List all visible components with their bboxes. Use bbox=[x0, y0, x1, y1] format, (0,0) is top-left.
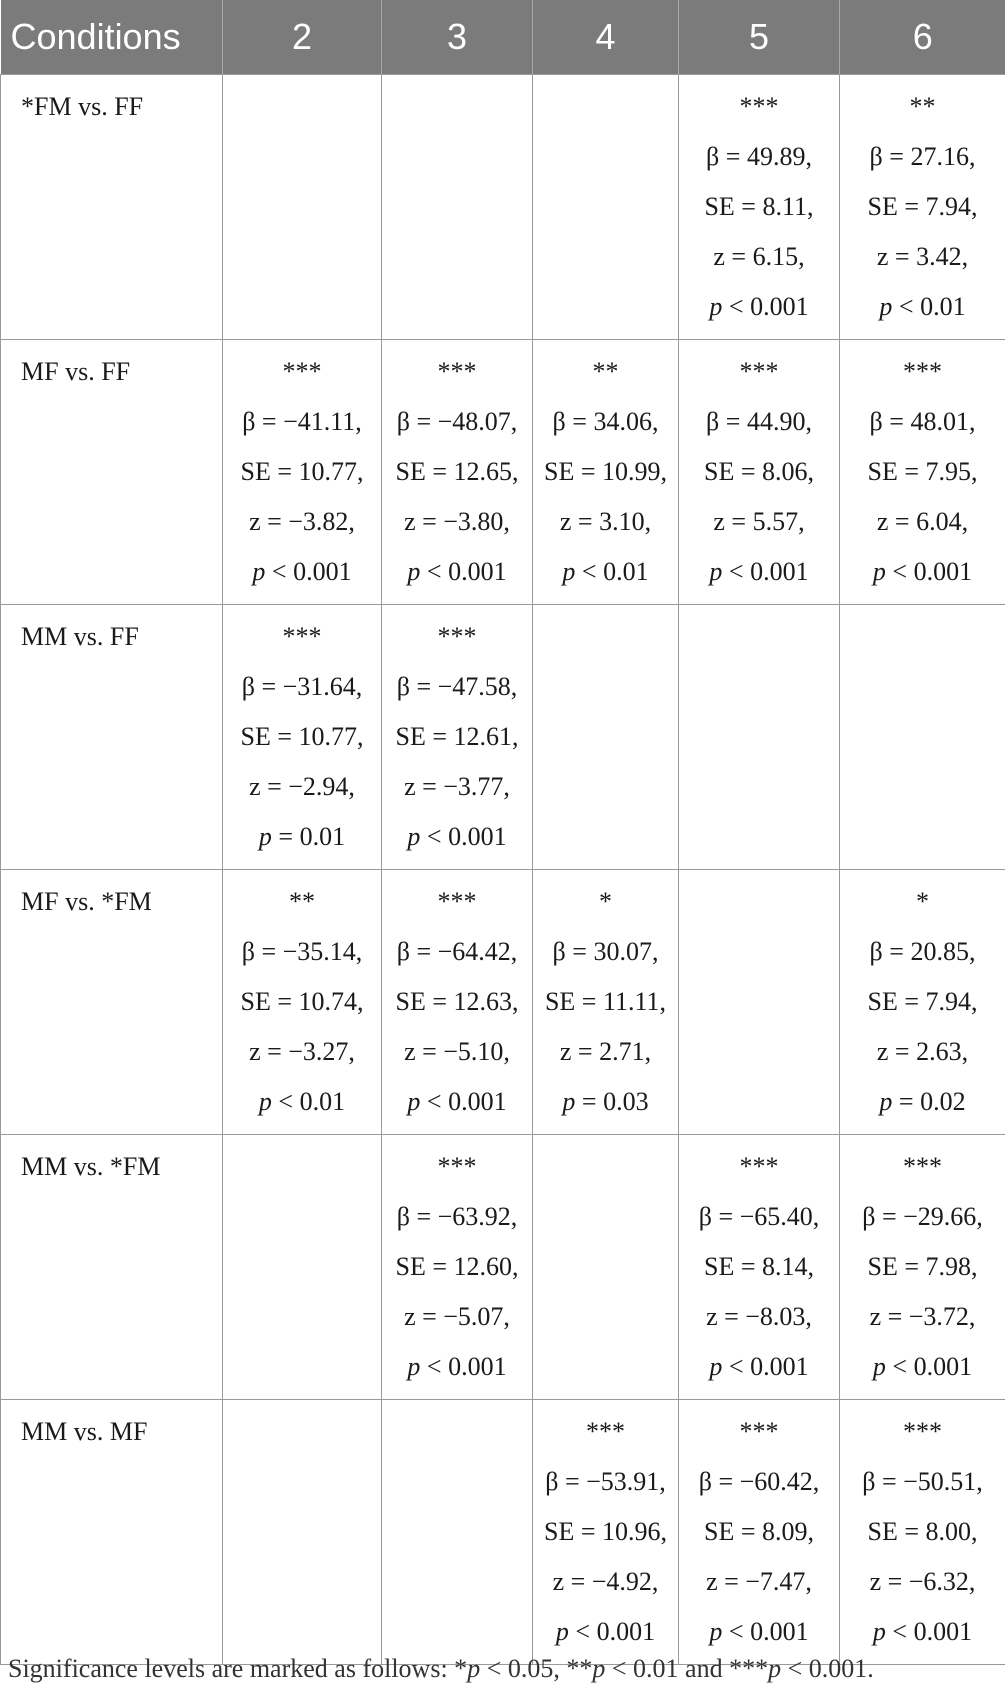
se-value: SE = 10.77, bbox=[240, 722, 364, 751]
stat-cell bbox=[840, 605, 1005, 870]
p-symbol: p bbox=[258, 822, 272, 851]
row-label-cell bbox=[1, 870, 223, 1135]
z-value: z = −2.94, bbox=[249, 772, 355, 801]
footnote-p-symbol: p bbox=[467, 1654, 481, 1683]
footnote-p-symbol: p bbox=[768, 1654, 782, 1683]
z-value: z = 6.04, bbox=[876, 507, 969, 536]
significance-stars: *** bbox=[586, 1417, 625, 1446]
z-value: z = 6.15, bbox=[713, 242, 805, 271]
p-threshold: = 0.02 bbox=[892, 1087, 966, 1116]
p-value bbox=[533, 554, 678, 604]
stat-cell bbox=[840, 75, 1005, 340]
condition-label: MM vs. FF bbox=[21, 622, 139, 651]
p-value bbox=[840, 554, 1005, 604]
footnote-text: Significance levels are marked as follows: * bbox=[8, 1654, 468, 1683]
p-threshold: < 0.001 bbox=[722, 1352, 809, 1381]
p-symbol: p bbox=[709, 292, 723, 321]
se-value: SE = 10.77, bbox=[240, 457, 364, 486]
beta-value: β = −31.64, bbox=[241, 672, 363, 701]
significance-stars: ** bbox=[592, 357, 619, 386]
stat-cell bbox=[679, 1400, 840, 1665]
stat-cell bbox=[840, 1135, 1005, 1400]
beta-value: β = 48.01, bbox=[869, 407, 976, 436]
stat-cell bbox=[382, 1135, 533, 1400]
significance-stars: *** bbox=[903, 357, 942, 386]
p-value bbox=[382, 819, 532, 869]
condition-label: MM vs. MF bbox=[21, 1417, 148, 1446]
p-threshold: < 0.001 bbox=[420, 1352, 507, 1381]
header-row bbox=[1, 0, 1005, 75]
z-value: z = −3.82, bbox=[249, 507, 355, 536]
p-symbol: p bbox=[258, 1087, 272, 1116]
p-symbol: p bbox=[872, 1617, 886, 1646]
beta-value: β = −64.42, bbox=[396, 937, 518, 966]
p-threshold: = 0.01 bbox=[271, 822, 346, 851]
p-threshold: < 0.001 bbox=[420, 1087, 507, 1116]
beta-value: β = −35.14, bbox=[241, 937, 363, 966]
p-symbol: p bbox=[407, 1087, 421, 1116]
row-label-cell bbox=[1, 1400, 223, 1665]
p-value bbox=[679, 1349, 839, 1399]
p-value bbox=[679, 289, 839, 339]
stat-cell bbox=[223, 1400, 382, 1665]
beta-value: β = 34.06, bbox=[552, 407, 659, 436]
beta-value: β = −65.40, bbox=[698, 1202, 820, 1231]
p-threshold: < 0.001 bbox=[265, 557, 352, 586]
condition-label: *FM vs. FF bbox=[21, 92, 144, 121]
p-symbol: p bbox=[562, 557, 576, 586]
p-threshold: < 0.001 bbox=[885, 1352, 973, 1381]
p-threshold: < 0.001 bbox=[885, 1617, 973, 1646]
beta-value: β = 44.90, bbox=[706, 407, 812, 436]
stat-cell bbox=[223, 870, 382, 1135]
z-value: z = −4.92, bbox=[552, 1567, 659, 1596]
p-value bbox=[840, 1349, 1005, 1399]
stat-cell bbox=[533, 1135, 679, 1400]
se-value: SE = 12.61, bbox=[395, 722, 519, 751]
p-threshold: < 0.001 bbox=[722, 1617, 809, 1646]
p-value bbox=[382, 554, 532, 604]
stat-cell bbox=[533, 605, 679, 870]
condition-label: MF vs. *FM bbox=[21, 887, 152, 916]
p-value bbox=[382, 1349, 532, 1399]
significance-stars: *** bbox=[739, 357, 779, 386]
stat-cell bbox=[223, 605, 382, 870]
row-label-cell bbox=[1, 605, 223, 870]
p-symbol: p bbox=[407, 557, 421, 586]
significance-stars: *** bbox=[437, 357, 477, 386]
stat-cell bbox=[223, 1135, 382, 1400]
p-threshold: < 0.001 bbox=[420, 822, 507, 851]
stat-cell bbox=[533, 870, 679, 1135]
p-symbol: p bbox=[709, 1352, 723, 1381]
row-label-cell bbox=[1, 1135, 223, 1400]
p-value bbox=[223, 1084, 381, 1134]
stat-cell bbox=[382, 870, 533, 1135]
significance-stars: * bbox=[599, 887, 612, 916]
significance-stars: *** bbox=[282, 622, 322, 651]
p-threshold: = 0.03 bbox=[575, 1087, 649, 1116]
beta-value: β = 27.16, bbox=[869, 142, 976, 171]
p-threshold: < 0.01 bbox=[575, 557, 649, 586]
stat-cell bbox=[679, 340, 840, 605]
p-symbol: p bbox=[709, 1617, 723, 1646]
beta-value: β = −50.51, bbox=[862, 1467, 983, 1496]
condition-label: MM vs. *FM bbox=[21, 1152, 161, 1181]
p-symbol: p bbox=[252, 557, 266, 586]
p-threshold: < 0.01 bbox=[892, 292, 966, 321]
stat-cell bbox=[533, 1400, 679, 1665]
z-value: z = 2.63, bbox=[876, 1037, 969, 1066]
beta-value: β = −41.11, bbox=[242, 407, 362, 436]
table-body bbox=[1, 75, 1005, 1665]
table-row bbox=[1, 340, 1005, 605]
column-header: 4 bbox=[533, 0, 679, 75]
p-threshold: < 0.001 bbox=[722, 557, 809, 586]
footnote-p-symbol: p bbox=[592, 1654, 606, 1683]
p-symbol: p bbox=[872, 1352, 886, 1381]
z-value: z = −3.80, bbox=[404, 507, 510, 536]
p-symbol: p bbox=[407, 1352, 421, 1381]
p-threshold: < 0.001 bbox=[885, 557, 973, 586]
p-value bbox=[223, 554, 381, 604]
footnote-text: < 0.05, ** bbox=[480, 1654, 593, 1683]
se-value: SE = 8.11, bbox=[704, 192, 814, 221]
z-value: z = −3.72, bbox=[869, 1302, 976, 1331]
stat-cell bbox=[840, 1400, 1005, 1665]
stat-cell bbox=[382, 340, 533, 605]
p-value bbox=[679, 554, 839, 604]
significance-stars: *** bbox=[282, 357, 322, 386]
se-value: SE = 10.96, bbox=[543, 1517, 667, 1546]
stat-cell bbox=[679, 605, 840, 870]
se-value: SE = 7.95, bbox=[867, 457, 978, 486]
z-value: z = −3.77, bbox=[404, 772, 510, 801]
stat-cell bbox=[223, 75, 382, 340]
z-value: z = −8.03, bbox=[706, 1302, 812, 1331]
z-value: z = −5.07, bbox=[404, 1302, 510, 1331]
beta-value: β = 20.85, bbox=[869, 937, 976, 966]
p-symbol: p bbox=[407, 822, 421, 851]
z-value: z = −7.47, bbox=[706, 1567, 812, 1596]
p-value bbox=[223, 819, 381, 869]
p-threshold: < 0.001 bbox=[568, 1617, 656, 1646]
se-value: SE = 8.06, bbox=[703, 457, 814, 486]
stat-cell bbox=[840, 340, 1005, 605]
significance-stars: *** bbox=[903, 1152, 942, 1181]
se-value: SE = 7.94, bbox=[867, 987, 978, 1016]
significance-stars: *** bbox=[437, 887, 477, 916]
table-row bbox=[1, 1400, 1005, 1665]
stat-cell bbox=[382, 1400, 533, 1665]
table-row bbox=[1, 605, 1005, 870]
beta-value: β = 30.07, bbox=[552, 937, 659, 966]
z-value: z = 5.57, bbox=[713, 507, 805, 536]
column-header: 3 bbox=[382, 0, 533, 75]
beta-value: β = 49.89, bbox=[706, 142, 812, 171]
se-value: SE = 8.09, bbox=[703, 1517, 814, 1546]
p-symbol: p bbox=[709, 557, 723, 586]
stat-cell bbox=[533, 340, 679, 605]
stat-cell bbox=[382, 605, 533, 870]
beta-value: β = −47.58, bbox=[396, 672, 518, 701]
column-header: 2 bbox=[223, 0, 382, 75]
p-threshold: < 0.01 bbox=[271, 1087, 346, 1116]
significance-stars: *** bbox=[437, 622, 477, 651]
p-threshold: < 0.001 bbox=[420, 557, 507, 586]
significance-stars: *** bbox=[739, 1152, 779, 1181]
row-label-cell bbox=[1, 75, 223, 340]
significance-stars: * bbox=[916, 887, 929, 916]
p-value bbox=[840, 1084, 1005, 1134]
z-value: z = 3.10, bbox=[559, 507, 652, 536]
se-value: SE = 10.74, bbox=[240, 987, 364, 1016]
stat-cell bbox=[223, 340, 382, 605]
stat-cell bbox=[679, 75, 840, 340]
beta-value: β = −63.92, bbox=[396, 1202, 518, 1231]
se-value: SE = 8.14, bbox=[703, 1252, 814, 1281]
z-value: z = 3.42, bbox=[876, 242, 969, 271]
p-symbol: p bbox=[879, 292, 893, 321]
p-symbol: p bbox=[562, 1087, 576, 1116]
row-label-cell bbox=[1, 340, 223, 605]
stat-cell bbox=[533, 75, 679, 340]
beta-value: β = −53.91, bbox=[545, 1467, 666, 1496]
column-header: 6 bbox=[840, 0, 1005, 75]
table-row bbox=[1, 75, 1005, 340]
stat-cell bbox=[382, 75, 533, 340]
p-threshold: < 0.001 bbox=[722, 292, 809, 321]
significance-stars: *** bbox=[437, 1152, 477, 1181]
column-header: Conditions bbox=[1, 0, 223, 75]
se-value: SE = 10.99, bbox=[543, 457, 667, 486]
significance-stars: ** bbox=[289, 887, 315, 916]
table-row bbox=[1, 870, 1005, 1135]
se-value: SE = 12.63, bbox=[395, 987, 519, 1016]
z-value: z = −3.27, bbox=[249, 1037, 355, 1066]
stat-cell bbox=[679, 870, 840, 1135]
p-symbol: p bbox=[879, 1087, 893, 1116]
p-value bbox=[533, 1084, 678, 1134]
beta-value: β = −60.42, bbox=[698, 1467, 820, 1496]
table-row bbox=[1, 1135, 1005, 1400]
p-symbol: p bbox=[872, 557, 886, 586]
stat-cell bbox=[840, 870, 1005, 1135]
se-value: SE = 8.00, bbox=[867, 1517, 978, 1546]
p-value bbox=[382, 1084, 532, 1134]
se-value: SE = 7.94, bbox=[867, 192, 978, 221]
significance-stars: ** bbox=[909, 92, 936, 121]
z-value: z = −6.32, bbox=[869, 1567, 976, 1596]
se-value: SE = 12.65, bbox=[395, 457, 519, 486]
se-value: SE = 7.98, bbox=[867, 1252, 978, 1281]
beta-value: β = −48.07, bbox=[396, 407, 518, 436]
table-footnote bbox=[8, 1654, 874, 1684]
stat-cell bbox=[679, 1135, 840, 1400]
significance-stars: *** bbox=[739, 92, 779, 121]
se-value: SE = 11.11, bbox=[544, 987, 667, 1016]
z-value: z = 2.71, bbox=[559, 1037, 652, 1066]
footnote-text: < 0.001. bbox=[781, 1654, 874, 1683]
p-value bbox=[840, 289, 1005, 339]
significance-stars: *** bbox=[739, 1417, 779, 1446]
column-header: 5 bbox=[679, 0, 840, 75]
se-value: SE = 12.60, bbox=[395, 1252, 519, 1281]
condition-label: MF vs. FF bbox=[21, 357, 131, 386]
z-value: z = −5.10, bbox=[404, 1037, 510, 1066]
p-symbol: p bbox=[555, 1617, 569, 1646]
significance-stars: *** bbox=[903, 1417, 942, 1446]
beta-value: β = −29.66, bbox=[862, 1202, 983, 1231]
footnote-text: < 0.01 and *** bbox=[605, 1654, 769, 1683]
